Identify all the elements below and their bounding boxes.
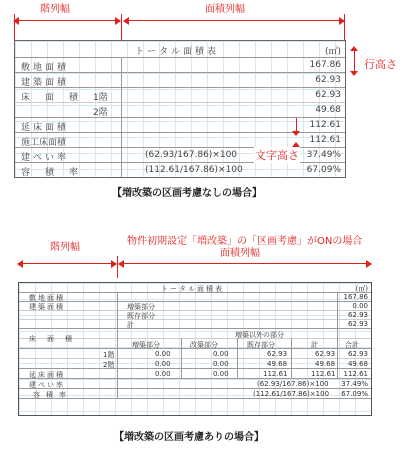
row-value: 112.61: [309, 135, 341, 145]
row-value: 37.49%: [341, 380, 368, 388]
row-value: 62.93: [315, 75, 341, 85]
cell-value: 49.68: [347, 360, 368, 368]
column-divider: [117, 292, 118, 398]
column-divider: [337, 292, 338, 378]
column-header: 既存部分: [247, 341, 275, 349]
column-divider: [291, 338, 292, 378]
table-title: トータル面積表: [135, 47, 220, 57]
menseki-annotation: 面積列幅: [220, 248, 260, 259]
row-label: 敷地面積: [29, 294, 65, 302]
row-label: 建築面積: [29, 303, 65, 311]
row-value: 167.86: [309, 60, 341, 70]
menseki-annotation: 面積列幅: [205, 4, 245, 15]
char-height-annotation: 文字高さ: [255, 149, 299, 162]
cell-value: 0.00: [155, 370, 171, 378]
table-title-row: [15, 41, 345, 58]
floor-label: 2階: [93, 108, 108, 118]
row-label: 延床面積: [29, 371, 65, 379]
row-label: 敷地面積: [21, 63, 70, 73]
row-value: 62.93: [347, 311, 368, 319]
row-value: 37.49%: [306, 150, 341, 160]
cell-value: 62.93: [267, 350, 288, 358]
column-header: 改築部分: [190, 341, 218, 349]
sub-label: 既存部分: [127, 312, 155, 320]
row-formula: (112.61/167.86)×100: [145, 165, 243, 175]
dimension-guide: [344, 14, 345, 40]
row-value: 62.93: [315, 90, 341, 100]
kairetsu-dimension-arrow: [14, 20, 120, 21]
table-row: [15, 57, 345, 73]
row-height-arrow: [354, 50, 355, 72]
row-label: 容積率: [33, 391, 72, 399]
caption-detailed: 【増改築の区画考慮ありの場合】: [114, 432, 264, 443]
cell-value: 112.61: [263, 370, 288, 378]
row-value: 67.09%: [341, 390, 368, 398]
cell-value: 0.00: [213, 350, 229, 358]
row-label: 建築面積: [21, 78, 70, 88]
column-divider: [237, 338, 238, 378]
row-label: 建ぺい率: [21, 153, 70, 163]
cell-value: 112.61: [311, 370, 336, 378]
row-label: 床 面 積: [21, 93, 82, 103]
row-value: 67.09%: [306, 165, 341, 175]
floor-label: 1階: [103, 351, 115, 359]
table-title: トータル面積表: [161, 285, 224, 293]
cell-value: 62.93: [347, 350, 368, 358]
table-row: [15, 102, 345, 118]
cell-value: 112.61: [343, 370, 368, 378]
column-header: 合計: [345, 341, 359, 349]
column-divider: [181, 338, 182, 378]
floor-label: 2階: [103, 361, 115, 369]
row-formula: (112.61/167.86)×100: [253, 390, 330, 398]
cell-value: 62.93: [315, 350, 336, 358]
cell-value: 49.68: [315, 360, 336, 368]
arrow-head-icon: [350, 46, 358, 51]
table-row: [19, 388, 371, 399]
initial-setting-note: 物件初期設定「増改築」の「区画考慮」がONの場合: [127, 236, 363, 247]
row-value: 0.00: [352, 302, 368, 310]
unit-label: (㎡): [324, 47, 341, 57]
dimension-guide: [117, 256, 118, 278]
column-header: 増築部分: [132, 341, 160, 349]
table-row: [15, 72, 345, 88]
arrow-head-icon: [350, 71, 358, 76]
menseki-dimension-arrow: [124, 20, 344, 21]
row-label: 建ぺい率: [29, 381, 65, 389]
sub-label: 増築部分: [127, 303, 155, 311]
caption-simple: 【増改築の区画考慮なしの場合】: [112, 188, 262, 199]
row-label: 容 積 率: [21, 168, 82, 178]
dimension-guide: [14, 14, 15, 40]
row-formula: (62.93/167.86)×100: [257, 380, 329, 388]
cell-value: 0.00: [213, 360, 229, 368]
table-row: [15, 87, 345, 103]
cell-value: 49.68: [267, 360, 288, 368]
table-row: [15, 162, 345, 176]
cell-value: 0.00: [155, 360, 171, 368]
floor-label: 1階: [93, 93, 108, 103]
row-height-annotation: 行高さ: [364, 58, 397, 71]
row-label: 床 面 積: [29, 335, 74, 343]
column-header: 計: [311, 341, 318, 349]
arrow-head-icon: [292, 131, 300, 136]
row-label: 施工床面積: [21, 138, 67, 148]
row-label: 延床面積: [21, 123, 70, 133]
kairetsu-annotation: 階列幅: [40, 4, 70, 15]
row-value: 112.61: [309, 120, 341, 130]
sub-label: 計: [127, 321, 134, 329]
cell-value: 0.00: [155, 350, 171, 358]
kairetsu-annotation: 階列幅: [50, 242, 80, 253]
row-formula: (62.93/167.86)×100: [145, 150, 238, 160]
header-group-label: 増築以外の部分: [235, 331, 284, 339]
row-value: 62.93: [347, 320, 368, 328]
row-value: 167.86: [343, 293, 368, 301]
kairetsu-dimension-arrow: [18, 263, 116, 264]
menseki-dimension-arrow: [119, 263, 371, 264]
unit-label: (㎡): [355, 285, 368, 293]
cell-value: 0.00: [213, 370, 229, 378]
dimension-guide: [121, 14, 122, 40]
total-area-table-detailed: [18, 282, 372, 416]
row-value: 49.68: [315, 105, 341, 115]
